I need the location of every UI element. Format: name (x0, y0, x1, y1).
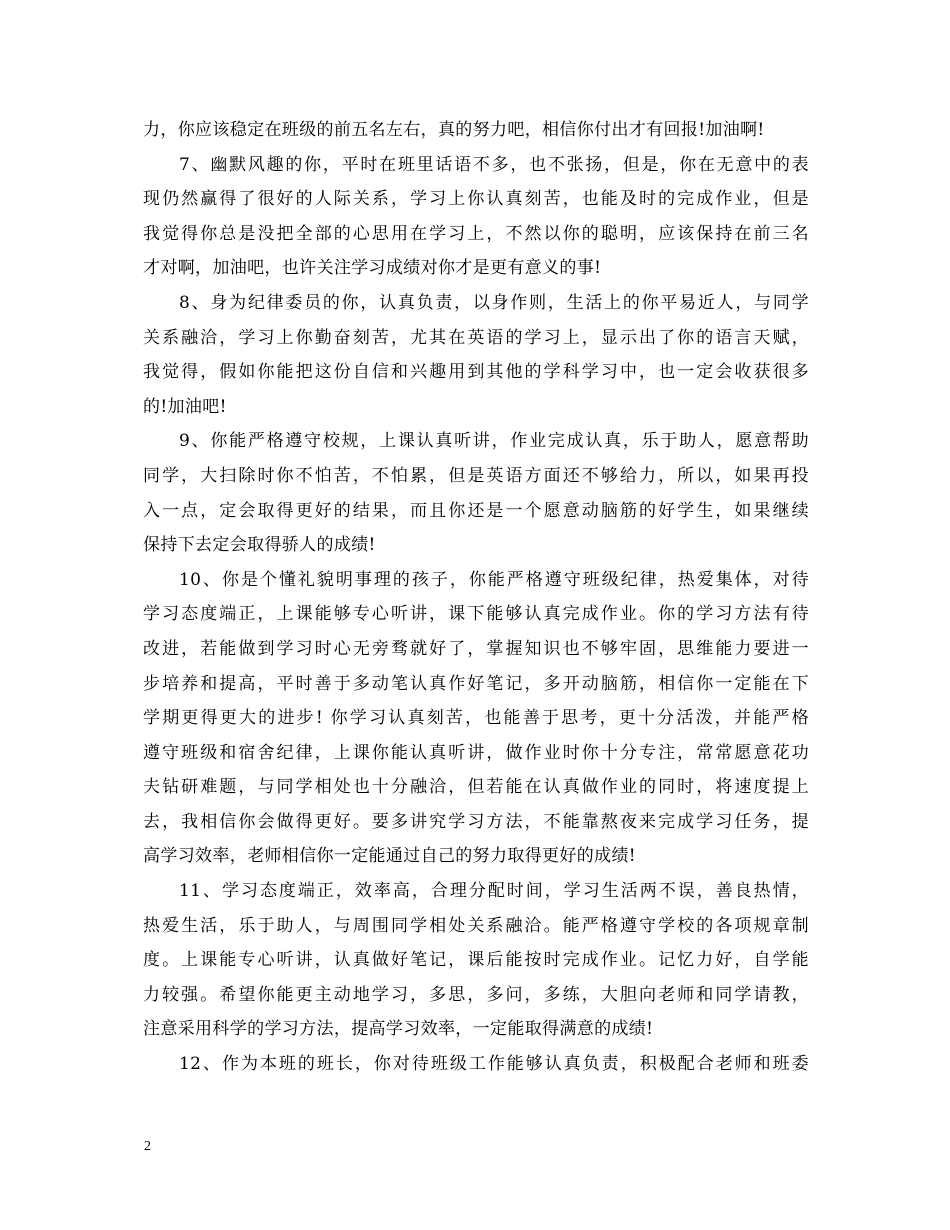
text-line: 遵守班级和宿舍纪律，上课你能认真听讲，做作业时你十分专注，常常愿意花功 (143, 742, 809, 763)
text-line: 力较强。希望你能更主动地学习，多思，多问，多练，大胆向老师和同学请教， (143, 984, 809, 1005)
page-number: 2 (144, 1139, 151, 1154)
body-text (143, 113, 809, 1082)
text-line: 才对啊，加油吧，也许关注学习成绩对你才是更有意义的事! (143, 258, 602, 279)
text-line: 11、学习态度端正，效率高，合理分配时间，学习生活两不误，善良热情， (179, 881, 809, 902)
text-line: 注意采用科学的学习方法，提高学习效率，一定能取得满意的成绩! (143, 1019, 654, 1040)
text-line: 力，你应该稳定在班级的前五名左右，真的努力吧，相信你付出才有回报!加油啊! (143, 120, 765, 140)
text-line: 7、幽默风趣的你，平时在班里话语不多，也不张扬，但是，你在无意中的表 (179, 154, 809, 175)
text-line: 夫钻研难题，与同学相处也十分融洽，但若能在认真做作业的同时，将速度提上 (143, 777, 809, 798)
text-line: 热爱生活，乐于助人，与周围同学相处关系融洽。能严格遵守学校的各项规章制 (143, 915, 809, 936)
text-line: 我觉得你总是没把全部的心思用在学习上，不然以你的聪明，应该保持在前三名 (143, 223, 809, 244)
text-line: 12、作为本班的班长，你对待班级工作能够认真负责，积极配合老师和班委 (179, 1054, 809, 1075)
text-line: 我觉得，假如你能把这份自信和兴趣用到其他的学科学习中，也一定会收获很多 (143, 362, 809, 383)
text-line: 改进，若能做到学习时心无旁骛就好了，掌握知识也不够牢固，思维能力要进一 (143, 638, 809, 659)
text-line: 的!加油吧! (143, 396, 227, 417)
text-line: 现仍然赢得了很好的人际关系，学习上你认真刻苦，也能及时的完成作业，但是 (143, 189, 809, 210)
text-line: 10、你是个懂礼貌明事理的孩子，你能严格遵守班级纪律，热爱集体，对待 (179, 569, 809, 590)
text-line: 同学，大扫除时你不怕苦，不怕累，但是英语方面还不够给力，所以，如果再投 (143, 465, 809, 486)
text-line: 高学习效率，老师相信你一定能通过自己的努力取得更好的成绩! (143, 846, 636, 867)
text-line: 保持下去定会取得骄人的成绩! (143, 535, 376, 556)
text-line: 度。上课能专心听讲，认真做好笔记，课后能按时完成作业。记忆力好，自学能 (143, 950, 809, 971)
text-line: 学期更得更大的进步! 你学习认真刻苦，也能善于思考，更十分活泼，并能严格 (143, 708, 809, 729)
text-line: 关系融洽，学习上你勤奋刻苦，尤其在英语的学习上，显示出了你的语言天赋， (143, 327, 809, 348)
text-line: 步培养和提高，平时善于多动笔认真作好笔记，多开动脑筋，相信你一定能在下 (143, 673, 809, 694)
text-line: 学习态度端正，上课能够专心听讲，课下能够认真完成作业。你的学习方法有待 (143, 604, 809, 625)
text-line: 去，我相信你会做得更好。要多讲究学习方法，不能靠熬夜来完成学习任务，提 (143, 811, 809, 832)
text-line: 8、身为纪律委员的你，认真负责，以身作则，生活上的你平易近人，与同学 (179, 292, 809, 313)
text-line: 入一点，定会取得更好的结果，而且你还是一个愿意动脑筋的好学生，如果继续 (143, 500, 809, 521)
text-line: 9、你能严格遵守校规，上课认真听讲，作业完成认真，乐于助人，愿意帮助 (179, 431, 809, 452)
